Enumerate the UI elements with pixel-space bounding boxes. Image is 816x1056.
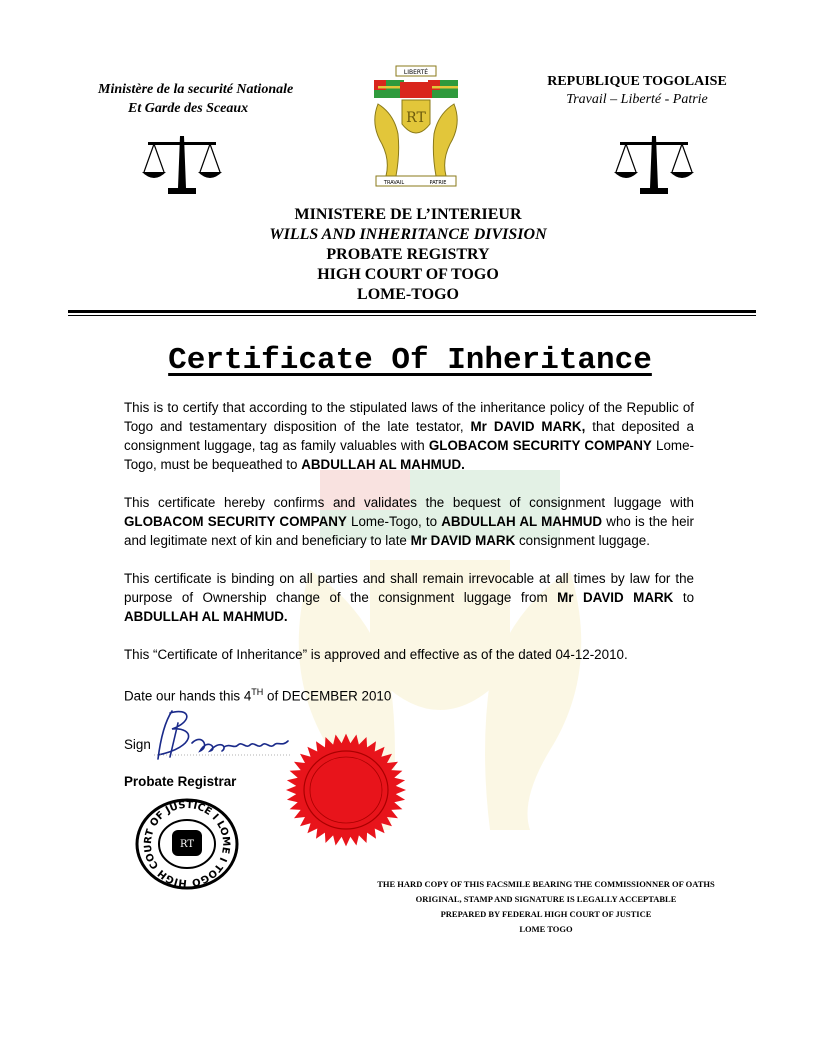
paragraph-1: This is to certify that according to the stipulated laws of the inheritance policy of the Republic of Togo and testamentary disposition of the late testator, Mr DAVID MARK, that deposited a consignment luggage, tag as family valuables with GLOBACOM SECURITY COMPANY Lome-Togo, must be bequeathed to ABDULLAH AL MAHMUD. [124,400,694,472]
scales-of-justice-icon [612,132,696,196]
footer-line: PREPARED BY FEDERAL HIGH COURT OF JUSTICE [440,909,652,919]
ministry-line: MINISTERE DE L’INTERIEUR [294,206,522,223]
svg-text:RT: RT [179,839,195,850]
republic-header-right [522,73,752,109]
probate-registrar-label: Probate Registrar [124,774,237,789]
footer-note [336,877,756,937]
footer-line: THE HARD COPY OF THIS FACSMILE BEARING THE COMMISSIONNER OF OATHS [377,879,715,889]
court-line: HIGH COURT OF TOGO [317,266,499,283]
togo-coat-of-arms-emblem [364,64,468,190]
scales-of-justice-icon [140,132,224,196]
divider-thick [68,310,756,313]
republic-motto: Travail – Liberté - Patrie [566,92,708,107]
certificate-body [124,398,694,724]
paragraph-2: This certificate hereby confirms and validates the bequest of consignment luggage with GLOBACOM SECURITY COMPANY Lome-Togo, to ABDULLAH AL MAHMUD who is the heir and legitimate next of kin and beneficiary to late Mr DAVID MARK consignment luggage. [124,495,694,548]
ministry-header-line1: Ministère de la securité Nationale [98,82,294,97]
division-line: WILLS AND INHERITANCE DIVISION [269,226,547,243]
city-line: LOME-TOGO [357,286,459,303]
divider-thin [68,315,756,316]
ministry-block [180,205,636,305]
svg-text:RT: RT [406,110,426,126]
ministry-header-left [98,80,348,118]
registry-line: PROBATE REGISTRY [326,246,490,263]
footer-line: LOME TOGO [519,924,573,934]
svg-text:TRAVAIL: TRAVAIL [383,180,405,186]
republic-name: REPUBLIQUE TOGOLAISE [547,74,727,89]
svg-text:LIBERTÉ: LIBERTÉ [403,69,429,76]
sign-label: Sign [124,737,151,752]
red-wax-seal [281,729,411,851]
handwritten-signature [150,703,300,763]
svg-text:PATRIE: PATRIE [429,180,447,186]
footer-line: ORIGINAL, STAMP AND SIGNATURE IS LEGALLY ACCEPTABLE [415,894,677,904]
ministry-header-line2: Et Garde des Sceaux [128,101,249,116]
paragraph-4: This “Certificate of Inheritance” is approved and effective as of the dated 04-12-2010. [124,647,628,662]
date-line: Date our hands this 4TH of DECEMBER 2010 [124,687,392,704]
certificate-title: Certificate Of Inheritance [168,343,652,378]
paragraph-3: This certificate is binding on all parties and shall remain irrevocable at all times by law for the purpose of Ownership change of the consignment luggage from Mr DAVID MARK to ABDULLAH AL MAHMUD. [124,571,695,624]
svg-text:HIGH COURT OF JUSTICE I LOME I: HIGH COURT OF JUSTICE I LOME I TOGO [142,799,232,889]
court-of-justice-stamp [134,798,240,890]
